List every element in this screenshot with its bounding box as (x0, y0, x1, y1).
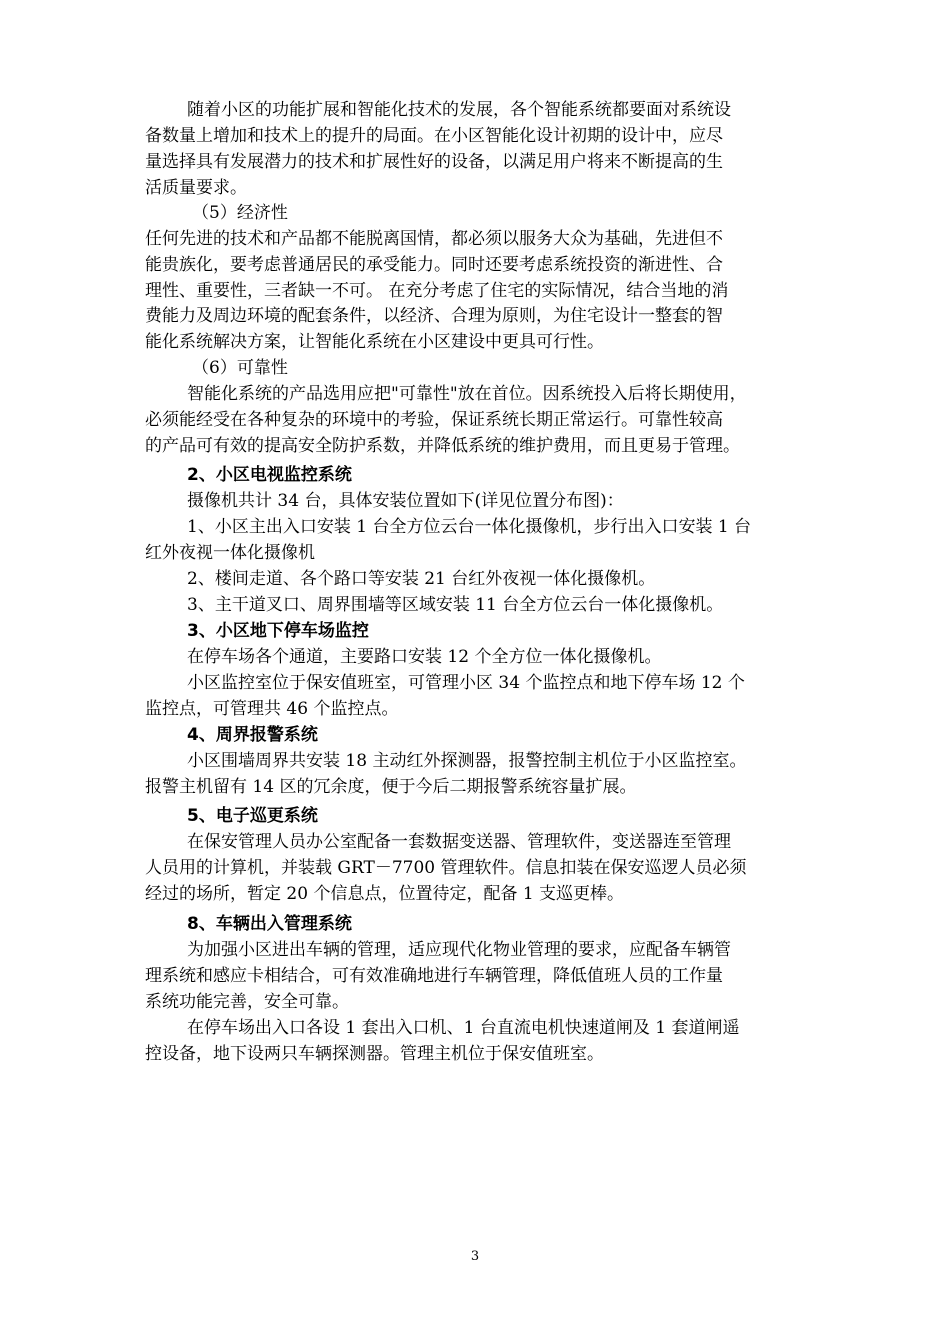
paragraph-line: 在保安管理人员办公室配备一套数据变送器、管理软件，变送器连至管理 (187, 832, 731, 852)
section-heading-parking-monitoring: 3、小区地下停车场监控 (187, 621, 369, 641)
paragraph-line: 理性、重要性，三者缺一不可。 在充分考虑了住宅的实际情况，结合当地的消 (145, 281, 729, 301)
section-heading-patrol: 5、电子巡更系统 (187, 806, 318, 826)
paragraph-line: 监控点，可管理共 46 个监控点。 (145, 699, 399, 719)
paragraph-line: 能化系统解决方案，让智能化系统在小区建设中更具可行性。 (145, 332, 604, 352)
paragraph-line: 活质量要求。 (145, 178, 247, 198)
paragraph-line: 理系统和感应卡相结合，可有效准确地进行车辆管理，降低值班人员的工作量 (145, 966, 723, 986)
paragraph-line: 备数量上增加和技术上的提升的局面。在小区智能化设计初期的设计中，应尽 (145, 126, 723, 146)
paragraph-line: 在停车场出入口各设 1 套出入口机、1 台直流电机快速道闸及 1 套道闸遥 (187, 1018, 740, 1038)
section-heading-perimeter-alarm: 4、周界报警系统 (187, 725, 318, 745)
section-heading-vehicle-access: 8、车辆出入管理系统 (187, 914, 352, 934)
paragraph-line: 量选择具有发展潜力的技术和扩展性好的设备，以满足用户将来不断提高的生 (145, 152, 723, 172)
paragraph-line: 报警主机留有 14 区的冗余度，便于今后二期报警系统容量扩展。 (145, 777, 637, 797)
paragraph-line: 必须能经受在各种复杂的环境中的考验，保证系统长期正常运行。可靠性较高 (145, 410, 723, 430)
subheading-economy: （5）经济性 (192, 203, 288, 223)
paragraph-line: 红外夜视一体化摄像机 (145, 543, 315, 563)
paragraph-line: 为加强小区进出车辆的管理，适应现代化物业管理的要求，应配备车辆管 (187, 940, 731, 960)
paragraph-line: 在停车场各个通道，主要路口安装 12 个全方位一体化摄像机。 (187, 647, 662, 667)
paragraph-line: 能贵族化，要考虑普通居民的承受能力。同时还要考虑系统投资的渐进性、合 (145, 255, 723, 275)
paragraph-line: 系统功能完善，安全可靠。 (145, 992, 349, 1012)
paragraph-line: 小区监控室位于保安值班室，可管理小区 34 个监控点和地下停车场 12 个 (187, 673, 745, 693)
paragraph-line: 任何先进的技术和产品都不能脱离国情，都必须以服务大众为基础，先进但不 (145, 229, 723, 249)
paragraph-line: 小区围墙周界共安装 18 主动红外探测器，报警控制主机位于小区监控室。 (187, 751, 747, 771)
paragraph-line: 的产品可有效的提高安全防护系数，并降低系统的维护费用，而且更易于管理。 (145, 436, 740, 456)
paragraph-line: 3、主干道叉口、周界围墙等区域安装 11 台全方位云台一体化摄像机。 (187, 595, 724, 615)
paragraph-line: 随着小区的功能扩展和智能化技术的发展，各个智能系统都要面对系统设 (187, 100, 731, 120)
paragraph-line: 费能力及周边环境的配套条件，以经济、合理为原则，为住宅设计一整套的智 (145, 306, 723, 326)
paragraph-line: 摄像机共计 34 台，具体安装位置如下(详见位置分布图)： (187, 491, 624, 511)
subheading-reliability: （6）可靠性 (192, 358, 288, 378)
paragraph-line: 人员用的计算机，并装载 GRT－7700 管理软件。信息扣装在保安巡逻人员必须 (145, 858, 747, 878)
page-number: 3 (470, 1249, 480, 1264)
paragraph-line: 控设备，地下设两只车辆探测器。管理主机位于保安值班室。 (145, 1044, 604, 1064)
paragraph-line: 智能化系统的产品选用应把"可靠性"放在首位。因系统投入后将长期使用， (187, 384, 747, 404)
paragraph-line: 1、小区主出入口安装 1 台全方位云台一体化摄像机，步行出入口安装 1 台 (187, 517, 752, 537)
paragraph-line: 经过的场所，暂定 20 个信息点，位置待定，配备 1 支巡更棒。 (145, 884, 625, 904)
section-heading-tv-monitoring: 2、小区电视监控系统 (187, 465, 352, 485)
paragraph-line: 2、楼间走道、各个路口等安装 21 台红外夜视一体化摄像机。 (187, 569, 656, 589)
